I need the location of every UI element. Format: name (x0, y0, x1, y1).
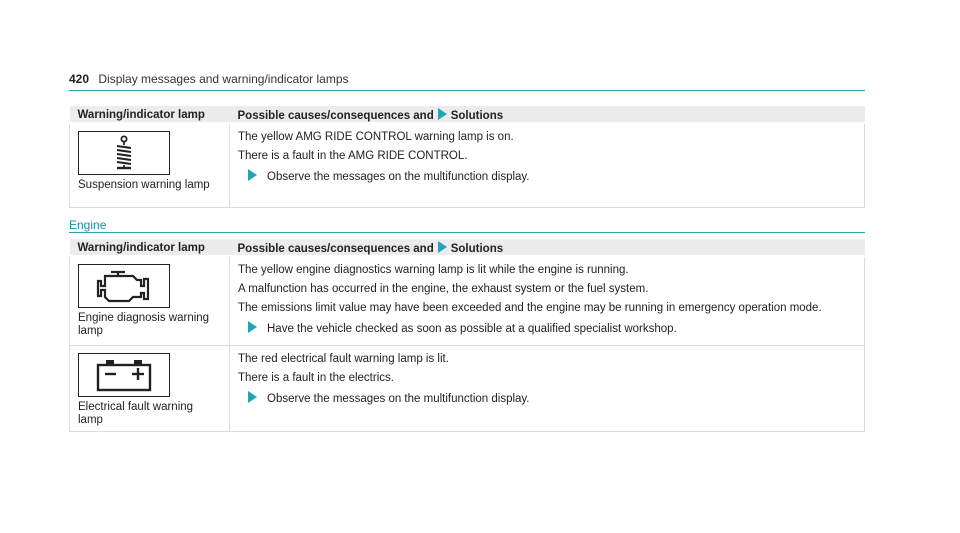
solution-text: Observe the messages on the multifunction display. (267, 171, 530, 183)
solution-text: Have the vehicle checked as soon as possible at a qualified specialist workshop. (267, 323, 677, 335)
table-header-row (70, 106, 865, 123)
lamp-icon-box (78, 264, 170, 308)
column-header-solutions-label: Solutions (450, 109, 504, 122)
play-arrow-icon (438, 108, 447, 120)
lamp-label: Suspension warning lamp (78, 179, 210, 191)
solution-text: Observe the messages on the multifunction display. (267, 392, 530, 405)
cause-text: The red electrical fault warning lamp is lit. (238, 352, 449, 365)
suspension-warning-icon (112, 135, 136, 171)
solution-step (238, 391, 856, 407)
column-header-causes (230, 239, 865, 256)
cause-text: A malfunction has occurred in the engine, the exhaust system or the fuel system. (238, 283, 649, 295)
cause-text: The yellow engine diagnostics warning lamp is lit while the engine is running. (238, 264, 629, 276)
play-arrow-icon (248, 321, 257, 333)
table-header-row (70, 239, 865, 256)
lamp-cell (70, 123, 230, 207)
engine-diagnosis-icon (95, 269, 153, 303)
table-row (70, 345, 865, 431)
table-row (70, 256, 865, 345)
play-arrow-icon (438, 241, 447, 253)
cause-text: The emissions limit value may have been exceeded and the engine may be running in emergency operation mode. (238, 302, 822, 314)
column-header-causes-label: Possible causes/consequences and (237, 242, 434, 255)
play-arrow-icon (248, 391, 257, 403)
column-header-causes (230, 106, 865, 123)
column-header-solutions-label: Solutions (450, 242, 504, 255)
lamp-icon-box (78, 131, 170, 175)
column-header-lamp: Warning/indicator lamp (70, 239, 230, 256)
cause-text: There is a fault in the AMG RIDE CONTROL. (238, 150, 468, 162)
page-number: 420 (69, 72, 90, 86)
table-row (70, 123, 865, 207)
lamp-icon-box (78, 353, 170, 397)
section-title-engine: Engine (69, 218, 865, 233)
causes-cell (230, 345, 865, 431)
solution-step (238, 321, 856, 337)
causes-cell (230, 256, 865, 345)
cause-text: The yellow AMG RIDE CONTROL warning lamp is on. (238, 131, 514, 143)
lamp-label: Engine diagnosis warning lamp (78, 312, 210, 337)
lamp-cell (70, 345, 230, 431)
warning-lamp-table-suspension (69, 106, 865, 208)
causes-cell (230, 123, 865, 207)
cause-text: There is a fault in the electrics. (238, 371, 394, 384)
lamp-label: Electrical fault warning lamp (78, 400, 194, 426)
page-title: Display messages and warning/indicator lamps (98, 72, 349, 86)
column-header-lamp: Warning/indicator lamp (70, 106, 230, 123)
battery-icon (94, 358, 154, 392)
solution-step (238, 169, 856, 185)
column-header-causes-label: Possible causes/consequences and (237, 109, 434, 122)
warning-lamp-table-engine (69, 239, 865, 432)
lamp-cell (70, 256, 230, 345)
play-arrow-icon (248, 169, 257, 181)
page-header (69, 72, 865, 91)
